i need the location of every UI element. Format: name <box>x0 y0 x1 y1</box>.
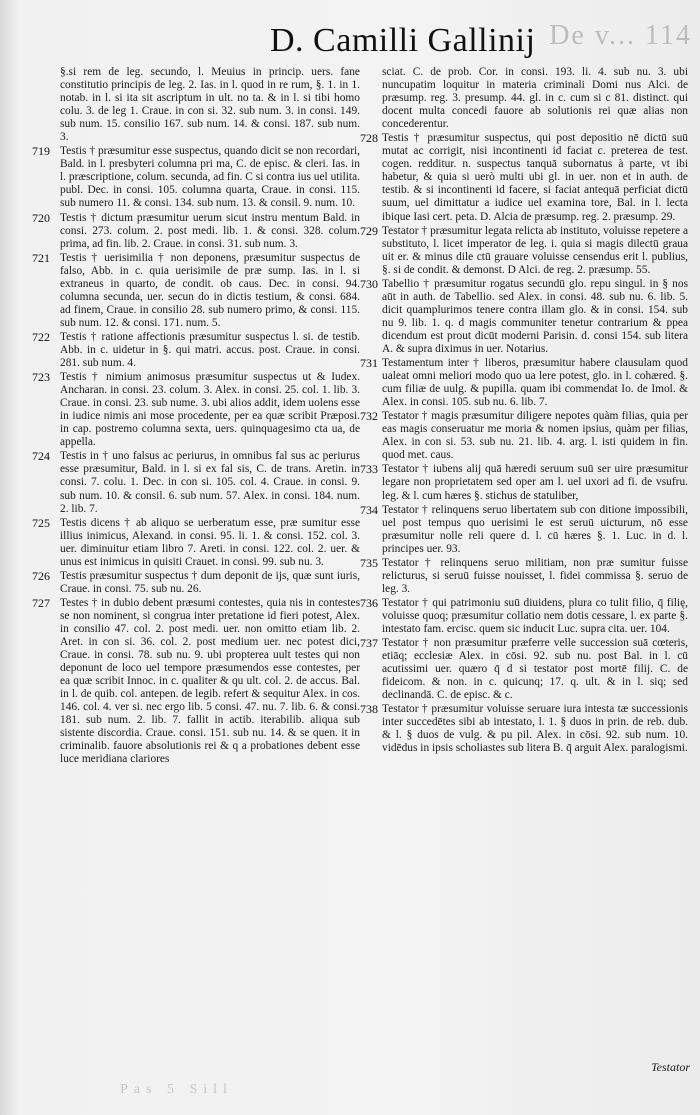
entry-text: sciat. C. de prob. Cor. in consi. 193. li. 4. sub nu. 3. ubi nuncupatim loquitur in materia criminali Domi nus Alci. de præsump. reg. 3. presump. 44. gl. in c. cum si c 81. distinct. qui docent multa concedi fauore ab solutionis rei quæ alias non concederentur. <box>382 66 688 131</box>
running-head: D. Camilli Gallinij <box>270 22 536 59</box>
entry-text: Testis † ratione affectionis præsumitur suspectus l. si. de testib. Abb. in c. uidetur in §. qui matri. accus. post. Craue. in consi. 281. sub num. 4. <box>60 330 360 370</box>
entry-text: Testator † magis præsumitur diligere nepotes quàm filias, quia per eas magis conseruatur me moria & nomen ipsius, quàm per filias, Alex. in con si. 53. sub nu. 21. lib. 4. arg. l. isti quidem in fin. quod met. caus. <box>382 410 688 462</box>
entry <box>32 595 360 767</box>
entry-text: Testator † præsumitur legata relicta ab instituto, voluisse repetere a substituto, l. licet imperator de leg. i. quia si magis dilectū graua uit er. & minus dile ctū grauare voluisse censendus erit l. publius, §. si de condit. & demonst. D Alci. de reg. 2. præsump. 55. <box>382 224 688 276</box>
entry <box>32 144 360 210</box>
catchword: Testator <box>651 1060 690 1074</box>
entry-text: Testamentum inter † liberos, præsumitur habere clausulam quod ualeat omni meliori modo quo ua lere potest, glo. in l. cohæred. §. cum filiæ de uulg. & pupilla. quam ibi commendat Io. de Imol. & Alex. in consi. 105. sub nu. 6. lib. 7. <box>382 357 688 409</box>
entry <box>32 568 360 596</box>
entry-text: Testis † uerisimilia † non deponens, præsumitur suspectus de falso, Abb. in c. quia uerisimile de præ sump. Ias. in l. si extraneus in quarto, de condit. ob caus. Dec. in consi. 94. columna secunda, uer. secun do in dictis testium, & consi. 684. ad finem, Craue. in consilio 28. sub numero primo, & consi. 115. sub num. 12. & consi. 171. num. 5. <box>60 251 360 329</box>
entry <box>32 515 360 569</box>
entry-number: 729 <box>360 223 378 238</box>
entry-text: §.si rem de leg. secundo, l. Meuius in princip. uers. fane constitutio principis de leg. 2. Ias. in l. quod in re rum, §. 1. in 1. notab. in l. si ita sit ascriptum in ult. no ta. & in l. si tibi homo colu. 3. de leg 1. Craue. in con si. 32. sub num. 3. in consi. 149. sub num. 15. consilio 167. sub num. 14. & consi. 187. sub num. 3. <box>60 66 360 144</box>
entry <box>32 370 360 449</box>
entry <box>32 210 360 251</box>
right-column <box>360 66 688 756</box>
entry <box>360 462 688 502</box>
entry <box>32 250 360 330</box>
entry <box>360 356 688 409</box>
entry-text: Testis dicens † ab aliquo se uerberatum esse, præ sumitur esse illius inimicus, Alexand. in consi. 95. li. 1. & consi. 152. col. 3. uer. diminuitur etiam libro 7. Areti. in consi. 122. col. 2. uer. & unus est inimicus in quisiti Crauet. in consi. 99. sub nu. 3. <box>60 516 360 568</box>
entry-number: 726 <box>32 568 50 583</box>
entry-number: 736 <box>360 595 378 610</box>
entry-number: 721 <box>32 250 50 265</box>
entry <box>60 66 360 144</box>
bottom-ghost-text: Pas 5 Sill <box>120 1082 233 1097</box>
entry-text: Testator † relinquens seruo libertatem sub con ditione impossibili, uel post tempus quo uerisimi le est seruū uicturum, nō esse præsumitur nolle reli quere d. l. cū hæres §. 1. Luc. in d. l. principes uer. 93. <box>382 503 688 555</box>
entry-text: Testator † iubens alij quā hæredi seruum suū ser uire præsumitur legare non proprietatem sed oper am l. uel uxori ad fi. de vsufru. leg. & l. cum hæres §. stichus de statuliber, <box>382 463 688 502</box>
left-column <box>32 66 360 767</box>
entry-number: 737 <box>360 636 378 651</box>
entry-text: Testis † præsumitur suspectus, qui post depositio nē dictū suū mutat ac corrigit, nisi incontinenti id faciat c. preterea de test. cogen. redditur. n. suspectus tanquā subornatus à parte, vt ibi habetur, & quia si uerò multi ubi gl. in uer. non et in auth. de testib. & si incontinenti id facere, si faciat antequā perficiat dictū suum, uel dimittatur a iudice uel examina tore, Bal. in l. lecta ibique Iasi cert. peta. D. Alcia de præsump. reg. 2. præsump. 29. <box>382 132 688 223</box>
entry <box>360 702 688 755</box>
entry-number: 728 <box>360 131 378 146</box>
entry-text: Testis præsumitur suspectus † dum deponit de ijs, quæ sunt iuris, Craue. in consi. 75. sub nu. 26. <box>60 569 360 595</box>
bleed-through-text: De v... 114 <box>549 20 692 51</box>
entry <box>382 66 688 131</box>
entry <box>360 502 688 556</box>
entry-text: Testator † qui patrimoniu suū diuidens, plura co tulit filio, q̄ filię, voluisse quoq; præsumitur collatio nem dotis cessare, l. ex parte §. intestato fam. ercisc. quem sic inducit Luc. supra cita. uer. 104. <box>382 596 688 635</box>
entry-number: 722 <box>32 329 50 344</box>
entry-number: 731 <box>360 356 378 371</box>
entry <box>360 409 688 462</box>
entry-number: 730 <box>360 276 378 291</box>
entry <box>360 636 688 702</box>
entry-number: 735 <box>360 555 378 570</box>
entry-number: 733 <box>360 462 378 477</box>
entry-number: 719 <box>32 144 50 159</box>
entry <box>32 329 360 370</box>
entry-number: 725 <box>32 515 50 530</box>
entry-number: 727 <box>32 595 50 610</box>
entry-text: Testis † dictum præsumitur uerum sicut instru mentum Bald. in consi. 273. colum. 2. post medi. lib. 1. & consi. 328. colum. prima, ad fin. lib. 2. Craue. in consi. 31. sub num. 3. <box>60 211 360 250</box>
entry <box>360 555 688 596</box>
entry-text: Testator † præsumitur voluisse seruare iura intesta tæ successionis inter succedētes sibi ab intestato, l. 1. § duos in prin. de reb. dub. & l. § duos de vulg. & pu pil. Alex. in cōsi. 92. sub num. 10. vidēdus in ipsis scholiastes sub litera B. q̄ arguit Alex. paralogismi. <box>382 703 688 755</box>
entry-number: 732 <box>360 409 378 424</box>
entry-number: 738 <box>360 702 378 717</box>
entry-text: Testator † relinquens seruo militiam, non præ sumitur fuisse relicturus, si seruū fuisse nouisset, l. fidei commissa §. seruo de leg. 3. <box>382 556 688 595</box>
entry-text: Tabellio † præsumitur rogatus secundū glo. repu singul. in § nos aūt in auth. de Tabellio. sed Alex. in consi. 48. sub nu. 6. lib. 5. dicit quamplurimos tenere contra illam glo. & in consi. 154. sub nu 9. lib. 1. q. d magis communiter tenetur contrarium & ppea dicendum est prout dicūt moderni Parisin. d. consi 154. sub litera A. & supra diximus in uer. Notarius. <box>382 277 688 355</box>
entry-text: Testator † non præsumitur præferre velle succession suā cœteris, etiāq; ecclesiæ Alex. in cōsi. 92. sub nu. post Bal. in l. cū acutissimi uer. quæro q̄ d si testator post mortē filij. C. de fideicom. & non. in c. quicunq; 17. q. ult. & in l. siq; sed declinandā. C. de episc. & c. <box>382 637 688 702</box>
entry-text: Testis † præsumitur esse suspectus, quando dicit se non recordari, Bald. in l. presbyteri columna pri ma, C. de episc. & cleri. Ias. in l. præscriptione, colum. secunda, ad fin. C si contra ius uel utilita. publ. Dec. in consi. 105. columna quarta, Craue. in consi. 115. sub numero 11. & consi. 134. sub num. 13. & consil. 9. num. 10. <box>60 145 360 210</box>
entry <box>360 276 688 356</box>
entry <box>32 449 360 515</box>
entry-number: 720 <box>32 210 50 225</box>
entry <box>360 595 688 636</box>
entry <box>360 223 688 277</box>
text-columns <box>32 66 688 1066</box>
entry-text: Testis † nimium animosus præsumitur suspectus ut & Iudex. Ancharan. in consi. 23. colum. 3. Alex. in consi. 25. col. 1. lib. 3. Craue. in consi. 23. sub nume. 3. ubi alios addit, idem uolens esse in iudice nimis ani mose procedente, per ea quæ scribit Præposi. in cap. postremo columna sexta, uers. quinquagesimo cta ua, de appella. <box>60 371 360 449</box>
entry-number: 723 <box>32 370 50 385</box>
entry <box>360 131 688 223</box>
entry-text: Testes † in dubio debent præsumi contestes, quia nis in contestes se non nominent, si congrua inter pretatione id fieri potest, Alex. in consilio 47. col. 2. post medi. uer. non omitto etiam lib. 2. Aret. in con si. 36. col. 2. post medium uer. nec potest dici, Craue. in consi. 78. sub nu. 9. ubi propterea uult testes qui non deponunt de loco uel tempore præsumendos esse contestes, per ea quæ scribit Innoc. in c. qualiter & qu ult. col. 2. de accus. Bal. in l. de quib. col. antepen. de legib. refert & sequitur Alex. in cos. 146. col. 4. ver si. nec ergo lib. 5 consi. 47. nu. 7. lib. 6. & consi. 181. sub num. 2. lib. 7. fallit in actib. iterabilib. aliqua sub sistente discordia. Craue. consi. 151. sub nu. 14. & se quen. it in criminalib. fauore absolutionis rei & q a probationes debent esse luce meridiana clariores <box>60 596 360 766</box>
entry-number: 734 <box>360 502 378 517</box>
entry-number: 724 <box>32 449 50 464</box>
entry-text: Testis in † uno falsus ac periurus, in omnibus fal sus ac periurus esse præsumitur, Bald. in l. si ex fal sis, C. de trans. Aretin. in consi. 7. colu. 1. Dec. in con si. 105. col. 4. Craue. in consi. 9. sub num. 10. & consil. 6. sub num. 57. Alex. in consi. 184. num. 2. lib. 7. <box>60 450 360 515</box>
